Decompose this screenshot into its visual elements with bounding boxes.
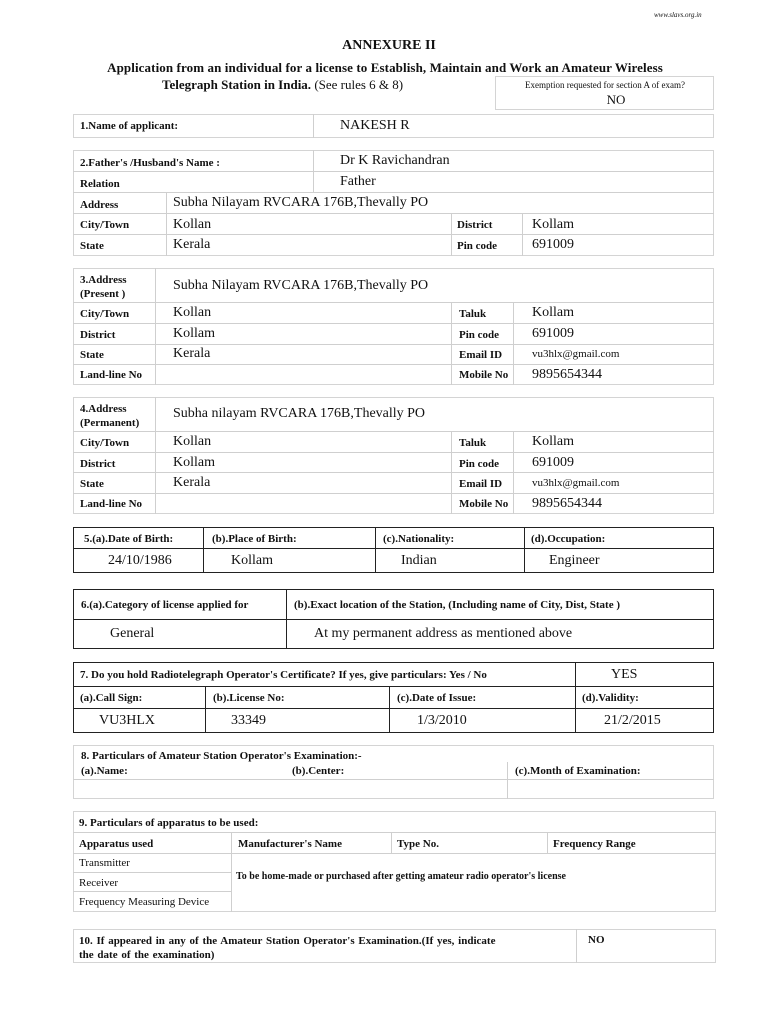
permanent-city-field[interactable]: Kollan [173,434,212,449]
present-state-field[interactable]: Kerala [173,346,211,361]
father-district-label: District [457,219,493,231]
present-mobile-field[interactable]: 9895654344 [532,367,602,382]
relation-field[interactable]: Father [340,174,376,189]
exam-name-label: (a).Name: [81,765,128,777]
father-pin-label: Pin code [457,240,498,252]
validity-label: (d).Validity: [582,692,639,704]
receiver-row-label: Receiver [79,877,119,889]
frequency-col-header: Frequency Range [553,838,636,850]
transmitter-row-label: Transmitter [79,857,130,869]
appeared-question: 10. If appeared in any of the Amateur Station Operator's Examination.(If yes, indicate the date of the examination) [79,935,496,961]
permanent-taluk-field[interactable]: Kollam [532,434,574,449]
permanent-district-label: District [80,458,116,470]
present-landline-label: Land-line No [80,369,143,381]
permanent-pin-field[interactable]: 691009 [532,455,574,470]
call-sign-field[interactable]: VU3HLX [99,713,155,728]
occupation-field[interactable]: Engineer [549,553,600,568]
father-city-label: City/Town [80,219,130,231]
permanent-email-field[interactable]: vu3hlx@gmail.com [532,477,620,489]
apparatus-note: To be home-made or purchased after getting amateur radio operator's license [236,871,566,882]
father-address-field[interactable]: Subha Nilayam RVCARA 176B,Thevally PO [173,195,429,210]
present-mobile-label: Mobile No [459,369,509,381]
license-no-field[interactable]: 33349 [231,713,266,728]
dob-field[interactable]: 24/10/1986 [108,553,172,568]
father-state-field[interactable]: Kerala [173,237,211,252]
exemption-label: Exemption requested for section A of exam? [525,80,685,90]
present-address-label: 3.Address (Present ) [80,274,127,300]
present-pin-field[interactable]: 691009 [532,326,574,341]
type-col-header: Type No. [397,838,439,850]
permanent-state-label: State [80,478,104,490]
permanent-city-label: City/Town [80,437,130,449]
nationality-label: (c).Nationality: [383,533,455,545]
exemption-value[interactable]: NO [606,92,626,107]
present-email-label: Email ID [459,349,503,361]
present-state-label: State [80,349,104,361]
permanent-landline-label: Land-line No [80,498,143,510]
nationality-field[interactable]: Indian [401,553,437,568]
permanent-mobile-label: Mobile No [459,498,509,510]
present-city-field[interactable]: Kollan [173,305,212,320]
examination-title: 8. Particulars of Amateur Station Operator's Examination:- [81,750,362,762]
dob-label: 5.(a).Date of Birth: [84,533,174,545]
frequency-device-row-label: Frequency Measuring Device [79,896,210,908]
father-name-field[interactable]: Dr K Ravichandran [340,153,450,168]
permanent-email-label: Email ID [459,478,503,490]
permanent-address-field[interactable]: Subha nilayam RVCARA 176B,Thevally PO [173,406,426,421]
application-title-bold: Telegraph Station in India. [162,77,312,92]
apparatus-title: 9. Particulars of apparatus to be used: [79,817,259,829]
website-url: www.slavs.org.in [654,11,702,19]
manufacturer-col-header: Manufacturer's Name [238,838,342,850]
exam-month-label: (c).Month of Examination: [515,765,641,777]
present-email-field[interactable]: vu3hlx@gmail.com [532,348,620,360]
present-district-label: District [80,329,116,341]
certificate-answer-field[interactable]: YES [611,667,638,682]
present-pin-label: Pin code [459,329,500,341]
applicant-label: 1.Name of applicant: [80,120,179,132]
application-title-line1: Application from an individual for a license to Establish, Maintain and Work an Amateur Wireless [107,60,663,75]
category-field[interactable]: General [110,626,155,641]
father-district-field[interactable]: Kollam [532,217,574,232]
father-state-label: State [80,240,104,252]
exam-center-label: (b).Center: [292,765,345,777]
occupation-label: (d).Occupation: [531,533,606,545]
present-city-label: City/Town [80,308,130,320]
pob-label: (b).Place of Birth: [212,533,297,545]
pob-field[interactable]: Kollam [231,553,273,568]
father-address-label: Address [80,199,119,211]
license-no-label: (b).License No: [213,692,285,704]
permanent-address-label: 4.Address (Permanent) [80,403,140,429]
permanent-mobile-field[interactable]: 9895654344 [532,496,602,511]
application-title-line2 [162,77,403,93]
category-label: 6.(a).Category of license applied for [81,599,249,611]
certificate-question: 7. Do you hold Radiotelegraph Operator's Certificate? If yes, give particulars: Yes / No [80,669,487,681]
father-name-label: 2.Father's /Husband's Name : [80,157,220,169]
issue-date-field[interactable]: 1/3/2010 [417,713,467,728]
applicant-name-field[interactable]: NAKESH R [340,118,410,133]
present-taluk-label: Taluk [459,308,487,320]
permanent-pin-label: Pin code [459,458,500,470]
present-address-field[interactable]: Subha Nilayam RVCARA 176B,Thevally PO [173,278,429,293]
relation-label: Relation [80,178,120,190]
issue-date-label: (c).Date of Issue: [397,692,477,704]
permanent-state-field[interactable]: Kerala [173,475,211,490]
permanent-taluk-label: Taluk [459,437,487,449]
location-label: (b).Exact location of the Station, (Including name of City, Dist, State ) [294,599,621,611]
application-rules: (See rules 6 & 8) [314,77,404,92]
father-pin-field[interactable]: 691009 [532,237,574,252]
call-sign-label: (a).Call Sign: [80,692,143,704]
appeared-answer-field[interactable]: NO [588,934,605,946]
apparatus-col-header: Apparatus used [79,838,154,850]
father-city-field[interactable]: Kollan [173,217,212,232]
location-field[interactable]: At my permanent address as mentioned above [314,626,573,641]
present-taluk-field[interactable]: Kollam [532,305,574,320]
validity-field[interactable]: 21/2/2015 [604,713,661,728]
permanent-district-field[interactable]: Kollam [173,455,215,470]
annexure-title: ANNEXURE II [342,38,436,53]
present-district-field[interactable]: Kollam [173,326,215,341]
